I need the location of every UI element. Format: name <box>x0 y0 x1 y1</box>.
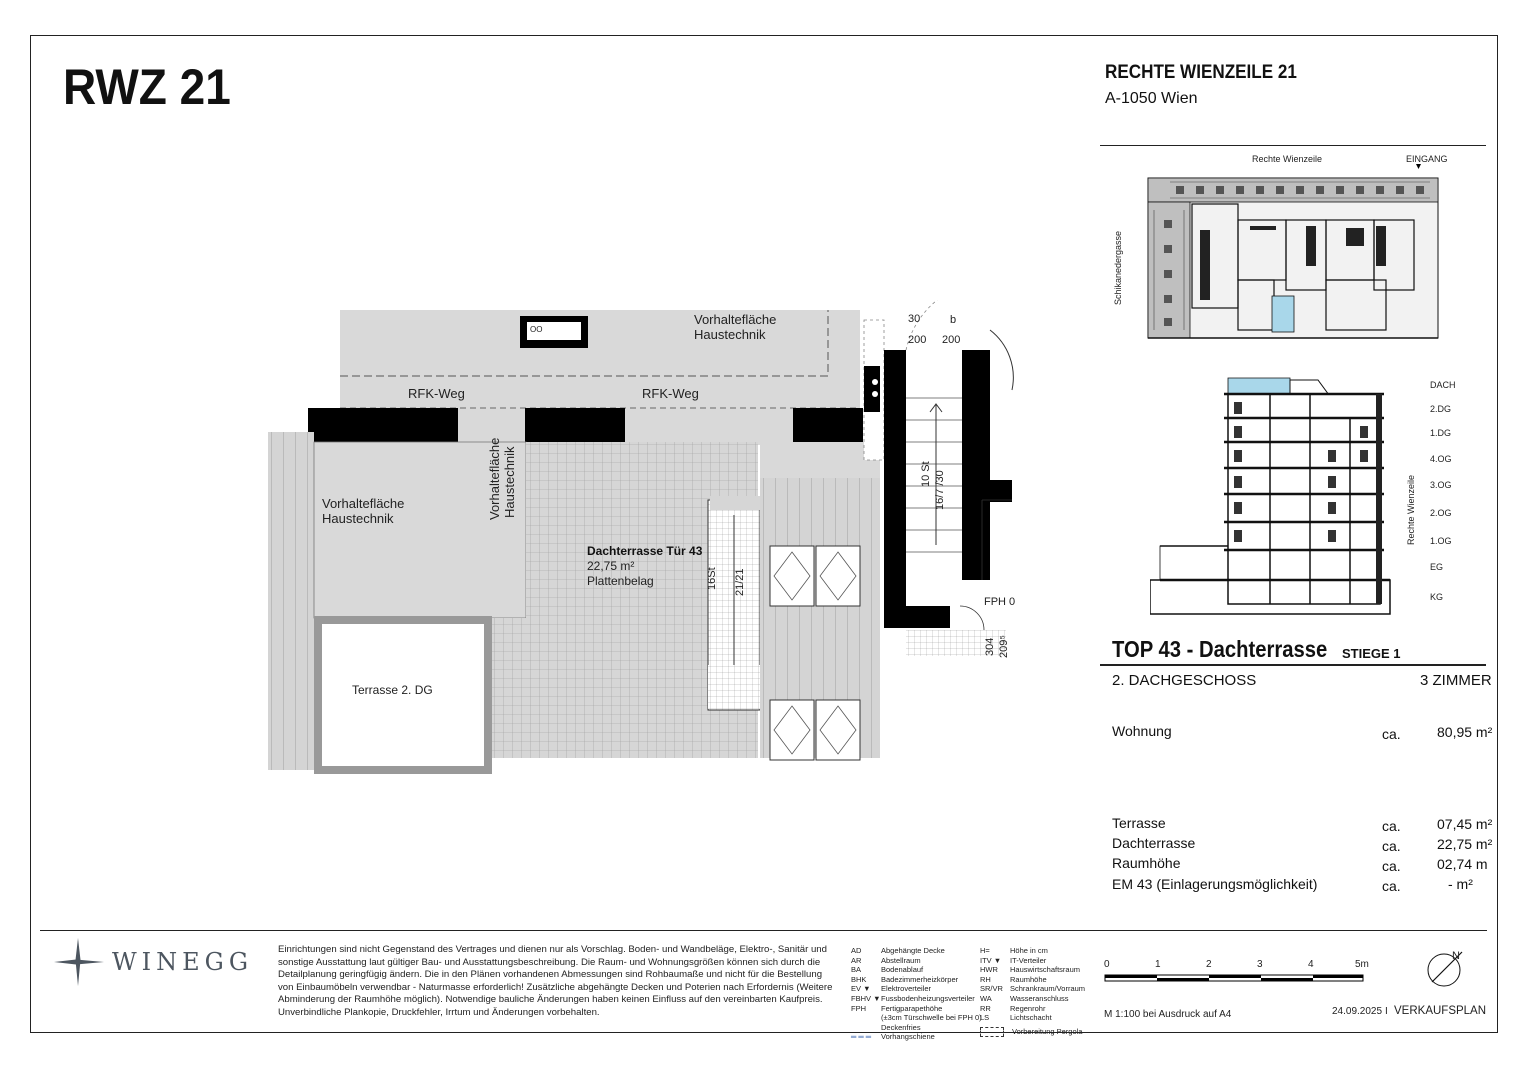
label-stair-size-1: 21/21 <box>734 568 746 596</box>
legend-text: Abstellraum <box>881 955 921 965</box>
winegg-logo: WINEGG <box>112 948 254 976</box>
entrance-label: EINGANG <box>1406 154 1448 164</box>
dim-304: 304 <box>984 637 996 656</box>
level-eg: EG <box>1430 562 1444 572</box>
area-ca-terrasse: ca. <box>1382 818 1401 834</box>
project-code: RWZ 21 <box>63 59 231 115</box>
area-value-dachterrasse: 22,75 m² <box>1437 836 1493 852</box>
label-vorhalte-left: Vorhaltefläche <box>322 496 405 511</box>
north-label: N <box>1452 950 1460 962</box>
plan-date: 24.09.2025 <box>1332 1006 1383 1017</box>
label-rfk-weg-2: RFK-Weg <box>642 386 699 401</box>
unit-rooms: 3 ZIMMER <box>1420 672 1492 689</box>
legend-text: Elektroverteiler <box>881 984 932 994</box>
legend-text: Schrankraum/Vorraum <box>1010 984 1086 994</box>
legend-text: Höhe in cm <box>1010 946 1048 955</box>
level-dach: DACH <box>1430 380 1456 390</box>
area-ca-wohnung: ca. <box>1382 726 1401 742</box>
label-stair-size-2: 16/7 /30 <box>934 470 946 510</box>
scale-tick-4: 4 <box>1308 959 1314 970</box>
label-vorhalte-vertical: Vorhaltefläche <box>487 437 502 520</box>
legend-left <box>851 946 982 1042</box>
legend-code: BA <box>851 965 862 975</box>
label-vorhalte-top: Vorhaltefläche <box>694 312 777 327</box>
legend-code: ═ ═ ═ <box>851 1032 872 1042</box>
legend-text: (±3cm Türschwelle bei FPH 0) <box>881 1013 982 1023</box>
dim-200-b: 200 <box>942 334 961 346</box>
north-arrow-icon <box>1424 944 1472 990</box>
building-section <box>1150 370 1410 620</box>
legend-code: RR <box>980 1003 991 1013</box>
label-plattenbelag: Plattenbelag <box>587 574 654 588</box>
legend-text: Raumhöhe <box>1010 974 1047 984</box>
legend-text: Bodenablauf <box>881 965 924 975</box>
legend-code: BHK <box>851 974 867 984</box>
dim-30: 30 <box>908 313 921 325</box>
unit-floor: 2. DACHGESCHOSS <box>1112 672 1257 689</box>
level-kg: KG <box>1430 592 1444 602</box>
unit-title: TOP 43 - Dachterrasse <box>1112 636 1328 662</box>
legend-text: Wasseranschluss <box>1010 993 1069 1003</box>
legend-code: WA <box>980 993 992 1003</box>
legend-text: IT-Verteiler <box>1010 955 1047 965</box>
legend-text: Regenrohr <box>1010 1003 1046 1013</box>
label-haustechnik-vertical: Haustechnik <box>502 446 517 518</box>
area-label-terrasse: Terrasse <box>1112 815 1166 831</box>
street-address: RECHTE WIENZEILE 21 <box>1105 62 1297 83</box>
legend-right <box>980 946 1085 1037</box>
label-fph: FPH 0 <box>984 596 1016 608</box>
level-3og: 3.OG <box>1430 480 1452 490</box>
label-dachterrasse: Dachterrasse Tür 43 <box>587 544 703 558</box>
area-label-raumhoehe: Raumhöhe <box>1112 855 1181 871</box>
area-label-wohnung: Wohnung <box>1112 723 1172 739</box>
dim-200-a: 200 <box>908 334 927 346</box>
legend-code: RH <box>980 974 991 984</box>
dim-2095: 209⁵ <box>998 635 1010 658</box>
scale-tick-5: 5m <box>1355 959 1369 970</box>
legend-code: H= <box>980 946 990 955</box>
area-value-terrasse: 07,45 m² <box>1437 816 1493 832</box>
legend-code: HWR <box>980 965 998 975</box>
legend-text: Abgehängte Decke <box>881 946 945 955</box>
divider <box>1100 145 1486 146</box>
area-ca-dachterrasse: ca. <box>1382 838 1401 854</box>
scale-note: M 1:100 bei Ausdruck auf A4 <box>1104 1009 1232 1020</box>
pergola-symbol <box>980 1027 1004 1037</box>
separator: I <box>1385 1006 1388 1017</box>
compass-star-icon <box>52 936 108 988</box>
site-plan <box>1140 160 1450 350</box>
legend-code: EV ▼ <box>851 984 871 994</box>
footer-divider <box>40 930 1487 931</box>
site-street-left: Schikanedergasse <box>1113 230 1123 305</box>
city: A-1050 Wien <box>1105 90 1198 107</box>
dim-b: b <box>950 314 957 326</box>
unit-stiege: STIEGE 1 <box>1342 646 1401 661</box>
legend-text: Fussbodenheizungsverteiler <box>881 993 975 1003</box>
plan-type: VERKAUFSPLAN <box>1394 1005 1487 1017</box>
area-label-dachterrasse: Dachterrasse <box>1112 835 1196 851</box>
label-haustechnik-top: Haustechnik <box>694 327 766 342</box>
disclaimer: Einrichtungen sind nicht Gegenstand des Vertrages und dienen nur als Vorschlag. Boden- und Wandbeläge, Elektro-, Sanitär und sonstige Ausstattung laut gültiger Bau- und Ausstattungsbeschreibung. Die Raum- und Wohnungsgrößen können sich durch die Detailplanung geringfügig ändern. Die in den Plänen vorhandenen Abmessungen sind Rohbaumaße und nicht für die Bestellung von Einbaumöbeln verwendbar - Naturmasse erforderlich! Zusätzliche abgehängte Decken und Poterien nach Erfordernis (Weitere Abminderung der Raumhöhe möglich). Notwendige bauliche Änderungen haben keinen Einfluss auf den vereinbarten Kaufpreis. Unverbindliche Plankopie, Druckfehler, Irrtum und Änderungen vorbehalten. <box>278 944 833 1018</box>
legend-code: LS <box>980 1013 990 1023</box>
legend-code: ITV ▼ <box>980 955 1002 965</box>
label-haustechnik-left: Haustechnik <box>322 511 394 526</box>
area-label-em: EM 43 (Einlagerungsmöglichkeit) <box>1112 876 1318 892</box>
legend-text: Deckenfries <box>881 1022 921 1032</box>
scale-bar <box>1104 974 1372 984</box>
area-ca-em: ca. <box>1382 878 1401 894</box>
legend-text: Lichtschacht <box>1010 1013 1052 1023</box>
area-value-em: - m² <box>1448 876 1473 892</box>
label-stair-count-1: 16St <box>706 567 718 590</box>
floor-plan <box>260 300 1020 780</box>
label-stair-count-2: 10 St <box>920 461 932 487</box>
level-1og: 1.OG <box>1430 536 1452 546</box>
scale-tick-3: 3 <box>1257 959 1263 970</box>
area-ca-raumhoehe: ca. <box>1382 858 1401 874</box>
level-2dg: 2.DG <box>1430 404 1452 414</box>
skylight-marking: OO <box>530 325 543 334</box>
legend-text: Vorbereitung Pergola <box>1012 1026 1083 1036</box>
section-street-label: Rechte Wienzeile <box>1406 474 1416 545</box>
label-rfk-weg-1: RFK-Weg <box>408 386 465 401</box>
legend-code: SR/VR <box>980 984 1003 994</box>
level-2og: 2.OG <box>1430 508 1452 518</box>
area-value-wohnung: 80,95 m² <box>1437 724 1493 740</box>
legend-text: Badezimmerheizkörper <box>881 974 959 984</box>
level-4og: 4.OG <box>1430 454 1452 464</box>
scale-tick-0: 0 <box>1104 959 1110 970</box>
legend-text: Vorhangschiene <box>881 1032 935 1042</box>
site-street-top: Rechte Wienzeile <box>1252 154 1323 164</box>
scale-tick-1: 1 <box>1155 959 1161 970</box>
label-terrace-area: 22,75 m² <box>587 559 635 573</box>
area-value-raumhoehe: 02,74 m <box>1437 856 1488 872</box>
level-1dg: 1.DG <box>1430 428 1452 438</box>
label-terrasse-2dg: Terrasse 2. DG <box>352 683 433 697</box>
unit-divider <box>1100 664 1486 666</box>
legend-code: FBHV ▼ <box>851 993 881 1003</box>
legend-code: FPH <box>851 1003 866 1013</box>
legend-text: Fertigparapethöhe <box>881 1003 943 1013</box>
legend-text: Hauswirtschaftsraum <box>1010 965 1081 975</box>
legend-code: AD <box>851 946 862 955</box>
legend-code: AR <box>851 955 862 965</box>
scale-tick-2: 2 <box>1206 959 1212 970</box>
